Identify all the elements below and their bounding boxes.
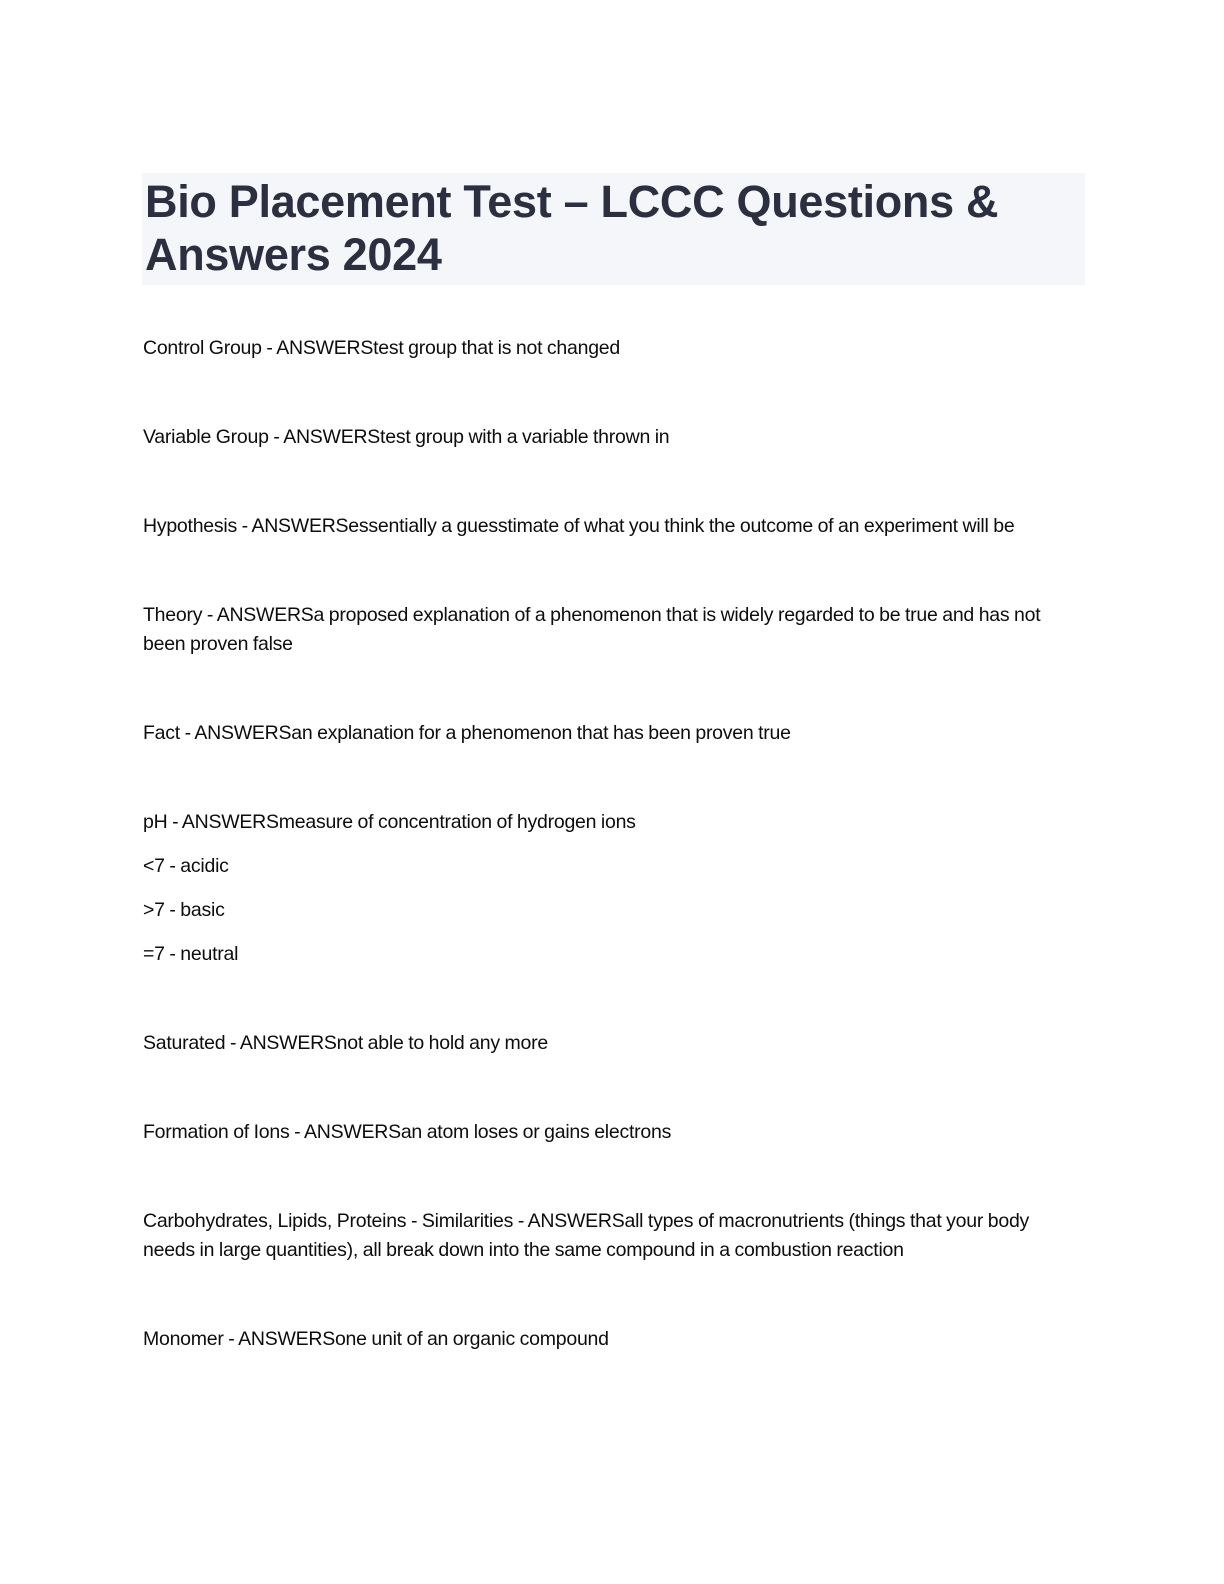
page-title: Bio Placement Test – LCCC Questions & Answers 2024: [142, 173, 1085, 285]
paragraph-saturated: Saturated - ANSWERSnot able to hold any more: [143, 1032, 548, 1054]
paragraph-control-group: Control Group - ANSWERStest group that is not changed: [143, 337, 621, 359]
paragraph-ph-acidic: <7 - acidic: [143, 855, 229, 877]
document-body: [143, 334, 1068, 1414]
paragraph-variable-group: Variable Group - ANSWERStest group with a variable thrown in: [143, 426, 670, 448]
paragraph-ph-neutral: =7 - neutral: [143, 943, 239, 965]
paragraph-monomer: Monomer - ANSWERSone unit of an organic compound: [143, 1328, 609, 1350]
paragraph-ph: pH - ANSWERSmeasure of concentration of hydrogen ions: [143, 811, 636, 833]
paragraph-hypothesis: Hypothesis - ANSWERSessentially a guesstimate of what you think the outcome of an experiment will be: [143, 515, 1015, 537]
paragraph-theory: Theory - ANSWERSa proposed explanation of a phenomenon that is widely regarded to be true and has not been proven false: [143, 604, 1041, 655]
paragraph-fact: Fact - ANSWERSan explanation for a phenomenon that has been proven true: [143, 722, 791, 744]
paragraph-ph-basic: >7 - basic: [143, 899, 225, 921]
paragraph-carbohydrates-lipids-proteins: Carbohydrates, Lipids, Proteins - Similarities - ANSWERSall types of macronutrients (things that your body needs in large quantities), all break down into the same compound in a combustion reaction: [143, 1210, 1030, 1261]
paragraph-formation-of-ions: Formation of Ions - ANSWERSan atom loses or gains electrons: [143, 1121, 672, 1143]
